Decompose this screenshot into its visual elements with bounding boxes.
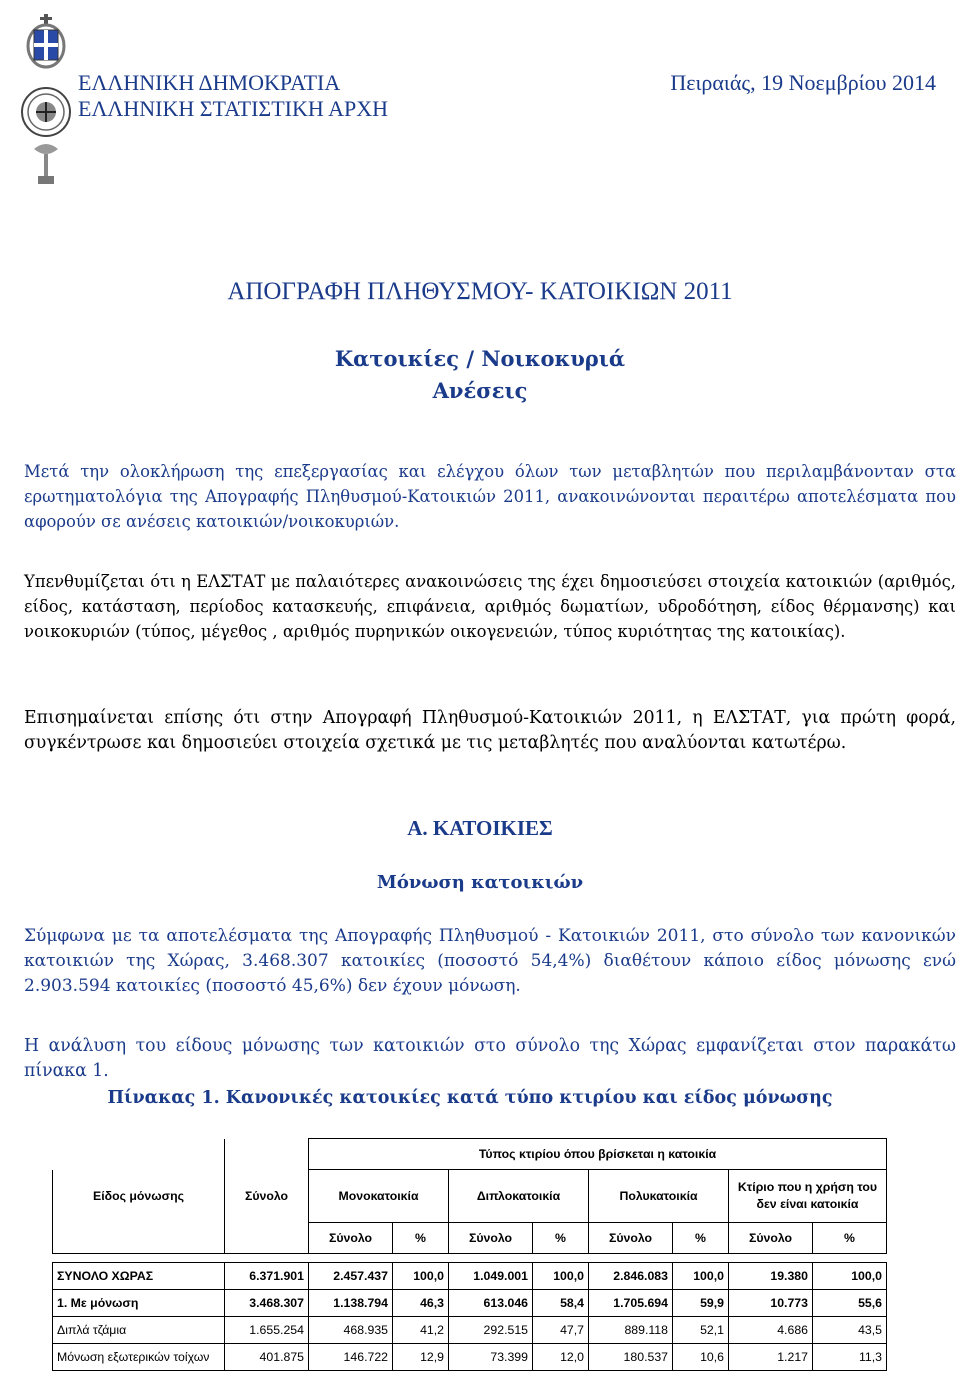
table-row: [53, 1290, 887, 1317]
cell-mono-pct: 46,3: [393, 1290, 449, 1317]
sub-header-pct: %: [533, 1223, 589, 1254]
cell-mono: 1.138.794: [309, 1290, 393, 1317]
table-corner-cell: [225, 1139, 309, 1170]
cell-other: 10.773: [729, 1290, 813, 1317]
cell-total: 401.875: [225, 1344, 309, 1371]
cell-total: 3.468.307: [225, 1290, 309, 1317]
sub-header-pct: %: [813, 1223, 887, 1254]
cell-other-pct: 55,6: [813, 1290, 887, 1317]
cell-total: 6.371.901: [225, 1263, 309, 1290]
table-title: Πίνακας 1. Κανονικές κατοικίες κατά τύπο κτιρίου και είδος μόνωσης: [107, 1088, 833, 1108]
org-line-2: ΕΛΛΗΝΙΚΗ ΣΤΑΤΙΣΤΙΚΗ ΑΡΧΗ: [78, 96, 388, 121]
hellenic-republic-emblem-icon: [20, 14, 72, 186]
table-row: [53, 1317, 887, 1344]
document-date: Πειραιάς, 19 Νοεμβρίου 2014: [670, 70, 936, 95]
table-header-cell: [225, 1223, 309, 1254]
cell-dipl-pct: 47,7: [533, 1317, 589, 1344]
sub-header-total: Σύνολο: [589, 1223, 673, 1254]
cell-mono: 468.935: [309, 1317, 393, 1344]
org-line-1: ΕΛΛΗΝΙΚΗ ΔΗΜΟΚΡΑΤΙΑ: [78, 70, 341, 95]
cell-other: 4.686: [729, 1317, 813, 1344]
cell-poly: 1.705.694: [589, 1290, 673, 1317]
table-header-cell: [53, 1223, 225, 1254]
cell-poly-pct: 10,6: [673, 1344, 729, 1371]
cell-poly: 889.118: [589, 1317, 673, 1344]
cell-mono-pct: 12,9: [393, 1344, 449, 1371]
table-header-other: Κτίριο που η χρήση του δεν είναι κατοικία: [729, 1170, 887, 1223]
table-gap: [53, 1254, 887, 1263]
cell-dipl: 292.515: [449, 1317, 533, 1344]
cell-dipl: 613.046: [449, 1290, 533, 1317]
sub-header-total: Σύνολο: [729, 1223, 813, 1254]
sub-header-pct: %: [393, 1223, 449, 1254]
table-header-mono: Μονοκατοικία: [309, 1170, 449, 1223]
section-subheading: Μόνωση κατοικιών: [376, 872, 584, 893]
cell-other-pct: 11,3: [813, 1344, 887, 1371]
organization-name: [78, 70, 388, 122]
page-subtitle-2: Ανέσεις: [432, 378, 528, 403]
insulation-table: [52, 1138, 887, 1371]
cell-poly-pct: 100,0: [673, 1263, 729, 1290]
table-header-dipl: Διπλοκατοικία: [449, 1170, 589, 1223]
cell-other: 1.217: [729, 1344, 813, 1371]
page-title: ΑΠΟΓΡΑΦΗ ΠΛΗΘΥΣΜΟΥ- ΚΑΤΟΙΚΙΩΝ 2011: [227, 278, 733, 305]
cell-dipl: 73.399: [449, 1344, 533, 1371]
note-paragraph: Επισημαίνεται επίσης ότι στην Απογραφή Πληθυσμού-Κατοικιών 2011, η ΕΛΣΤΑΤ, για πρώτη φορά, συγκέντρωσε και δημοσιεύει στοιχεία σχετικά με τις μεταβλητές που αναλύονται κατωτέρω.: [24, 708, 956, 753]
sub-header-total: Σύνολο: [449, 1223, 533, 1254]
cell-mono: 146.722: [309, 1344, 393, 1371]
cell-dipl-pct: 12,0: [533, 1344, 589, 1371]
page-subtitle-1: Κατοικίες / Νοικοκυριά: [334, 346, 626, 371]
cell-poly: 2.846.083: [589, 1263, 673, 1290]
cell-mono: 2.457.437: [309, 1263, 393, 1290]
cell-other: 19.380: [729, 1263, 813, 1290]
insulation-summary-paragraph: Σύμφωνα με τα αποτελέσματα της Απογραφής Πληθυσμού - Κατοικιών 2011, στο σύνολο των κανονικών κατοικιών της Χώρας, 3.468.307 κατοικίες (ποσοστό 54,4%) διαθέτουν κάποιο είδος μόνωσης ενώ 2.903.594 κατοικίες (ποσοστό 45,6%) δεν έχουν μόνωση.: [24, 926, 956, 996]
cell-dipl: 1.049.001: [449, 1263, 533, 1290]
sub-header-total: Σύνολο: [309, 1223, 393, 1254]
table-header-total: Σύνολο: [225, 1170, 309, 1223]
cell-dipl-pct: 58,4: [533, 1290, 589, 1317]
cell-poly: 180.537: [589, 1344, 673, 1371]
table-header-poly: Πολυκατοικία: [589, 1170, 729, 1223]
row-label: 1. Με μόνωση: [53, 1290, 225, 1317]
table-corner-cell: [53, 1139, 225, 1170]
section-heading: Α. ΚΑΤΟΙΚΙΕΣ: [407, 816, 553, 840]
cell-other-pct: 43,5: [813, 1317, 887, 1344]
cell-total: 1.655.254: [225, 1317, 309, 1344]
row-label: Διπλά τζάμια: [53, 1317, 225, 1344]
cell-mono-pct: 100,0: [393, 1263, 449, 1290]
intro-paragraph: Μετά την ολοκλήρωση της επεξεργασίας και ελέγχου όλων των μεταβλητών που περιλαμβάνονταν στα ερωτηματολόγια της Απογραφής Πληθυσμού-Κατοικιών 2011, ανακοινώνονται περαιτέρω αποτελέσματα που αφορούν σε ανέσεις κατοικιών/νοικοκυριών.: [24, 462, 956, 531]
cell-poly-pct: 52,1: [673, 1317, 729, 1344]
cell-mono-pct: 41,2: [393, 1317, 449, 1344]
sub-header-pct: %: [673, 1223, 729, 1254]
table-row: [53, 1263, 887, 1290]
reminder-paragraph: Υπενθυμίζεται ότι η ΕΛΣΤΑΤ με παλαιότερες ανακοινώσεις της έχει δημοσιεύσει στοιχεία κατοικιών (αριθμός, είδος, κατάσταση, περίοδος κατασκευής, επιφάνεια, αριθμός δωματίων, υδροδότηση, είδος θέρμανσης) και νοικοκυριών (τύπος, μέγεθος , αριθμός πυρηνικών οικογενειών, τύπος κυριότητας της κατοικίας).: [24, 572, 956, 641]
table-row: [53, 1344, 887, 1371]
cell-other-pct: 100,0: [813, 1263, 887, 1290]
table-intro-paragraph: Η ανάλυση του είδους μόνωσης των κατοικιών στο σύνολο της Χώρας εμφανίζεται στον παρακάτω πίνακα 1.: [24, 1036, 956, 1081]
row-label: ΣΥΝΟΛΟ ΧΩΡΑΣ: [53, 1263, 225, 1290]
table-header-type: Είδος μόνωσης: [53, 1170, 225, 1223]
cell-poly-pct: 59,9: [673, 1290, 729, 1317]
table-group-header: Τύπος κτιρίου όπου βρίσκεται η κατοικία: [309, 1139, 887, 1170]
cell-dipl-pct: 100,0: [533, 1263, 589, 1290]
row-label: Μόνωση εξωτερικών τοίχων: [53, 1344, 225, 1371]
